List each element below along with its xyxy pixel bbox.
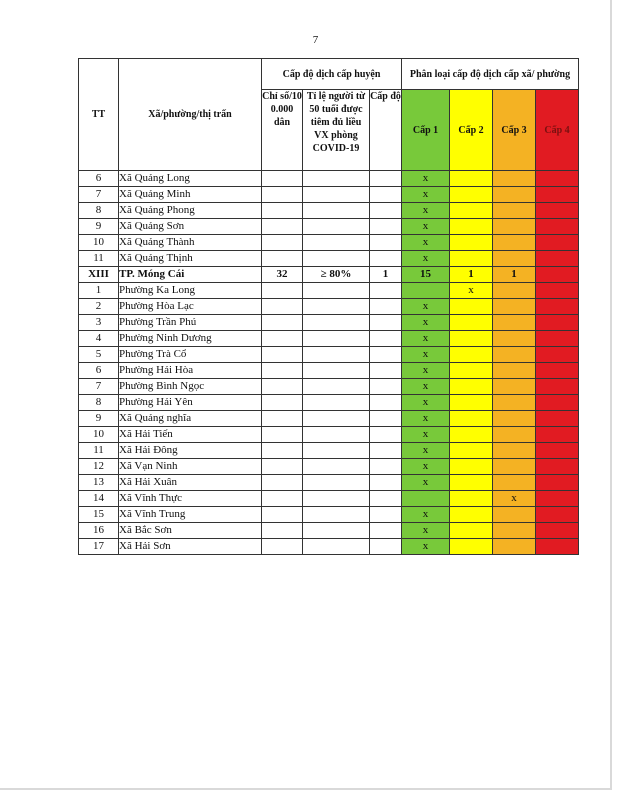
row-level3: [493, 523, 536, 539]
row-tt: 14: [79, 491, 119, 507]
row-level4: [536, 171, 579, 187]
row-level2: [450, 315, 493, 331]
row-level2: [450, 203, 493, 219]
row-tt: 9: [79, 219, 119, 235]
row-index: [262, 379, 303, 395]
row-name: Xã Bắc Sơn: [119, 523, 262, 539]
table-row: [79, 219, 579, 235]
row-tt: 10: [79, 427, 119, 443]
row-tt: 2: [79, 299, 119, 315]
table-body: [79, 171, 579, 555]
row-index: [262, 299, 303, 315]
row-level: [370, 379, 402, 395]
row-level3: [493, 203, 536, 219]
row-level3: [493, 299, 536, 315]
row-level4: [536, 395, 579, 411]
row-name: Phường Hải Hòa: [119, 363, 262, 379]
row-name: Phường Ninh Dương: [119, 331, 262, 347]
row-index: [262, 347, 303, 363]
row-level2: [450, 219, 493, 235]
header-level1: Cấp 1: [402, 90, 450, 171]
row-level4: [536, 507, 579, 523]
row-tt: 15: [79, 507, 119, 523]
row-level1: x: [402, 299, 450, 315]
row-level3: [493, 331, 536, 347]
row-level3: [493, 347, 536, 363]
row-vaccine: [303, 251, 370, 267]
row-level1: 15: [402, 267, 450, 283]
row-tt: 7: [79, 379, 119, 395]
row-name: Phường Hòa Lạc: [119, 299, 262, 315]
row-name: Phường Ka Long: [119, 283, 262, 299]
row-level1: x: [402, 379, 450, 395]
epidemic-level-table: [78, 58, 579, 555]
row-vaccine: [303, 523, 370, 539]
row-tt: 10: [79, 235, 119, 251]
row-level: [370, 443, 402, 459]
row-level2: [450, 331, 493, 347]
row-level4: [536, 267, 579, 283]
row-level4: [536, 347, 579, 363]
row-level4: [536, 235, 579, 251]
table-row: [79, 315, 579, 331]
table-row: [79, 427, 579, 443]
row-level: [370, 251, 402, 267]
row-tt: 4: [79, 331, 119, 347]
row-tt: 13: [79, 475, 119, 491]
row-level2: [450, 187, 493, 203]
row-index: [262, 331, 303, 347]
row-level2: [450, 347, 493, 363]
row-level4: [536, 411, 579, 427]
row-level: [370, 491, 402, 507]
row-level1: x: [402, 459, 450, 475]
row-name: Xã Vĩnh Thực: [119, 491, 262, 507]
row-index: [262, 203, 303, 219]
row-index: [262, 539, 303, 555]
row-level1: [402, 283, 450, 299]
row-level1: x: [402, 235, 450, 251]
row-level1: x: [402, 219, 450, 235]
row-index: [262, 475, 303, 491]
row-index: [262, 395, 303, 411]
row-tt: 6: [79, 171, 119, 187]
row-vaccine: [303, 299, 370, 315]
row-vaccine: [303, 427, 370, 443]
row-index: [262, 315, 303, 331]
table-row: [79, 443, 579, 459]
row-level: [370, 203, 402, 219]
row-vaccine: [303, 235, 370, 251]
table-row: [79, 475, 579, 491]
header-index: Chỉ số/10 0.000 dân: [262, 90, 303, 171]
row-level2: [450, 523, 493, 539]
row-level3: [493, 475, 536, 491]
row-level4: [536, 363, 579, 379]
row-level: [370, 411, 402, 427]
table-row: [79, 411, 579, 427]
row-name: Xã Hải Xuân: [119, 475, 262, 491]
row-level2: [450, 427, 493, 443]
row-level3: [493, 379, 536, 395]
row-index: [262, 459, 303, 475]
row-level3: 1: [493, 267, 536, 283]
row-index: [262, 443, 303, 459]
row-level: [370, 347, 402, 363]
row-vaccine: [303, 411, 370, 427]
row-index: [262, 171, 303, 187]
row-name: Phường Bình Ngọc: [119, 379, 262, 395]
table-row: [79, 539, 579, 555]
row-index: [262, 427, 303, 443]
row-level1: x: [402, 203, 450, 219]
row-level4: [536, 523, 579, 539]
row-level4: [536, 475, 579, 491]
row-level: [370, 219, 402, 235]
row-level2: [450, 235, 493, 251]
row-level: [370, 363, 402, 379]
row-index: [262, 523, 303, 539]
row-name: Xã Quảng Minh: [119, 187, 262, 203]
row-name: Xã Hải Đông: [119, 443, 262, 459]
table-row: [79, 171, 579, 187]
row-tt: 8: [79, 395, 119, 411]
row-vaccine: [303, 347, 370, 363]
table-row: [79, 235, 579, 251]
row-name: Xã Vạn Ninh: [119, 459, 262, 475]
table-row: [79, 459, 579, 475]
row-vaccine: [303, 379, 370, 395]
row-level3: [493, 459, 536, 475]
row-level4: [536, 331, 579, 347]
row-name: Xã Quảng Sơn: [119, 219, 262, 235]
row-level1: x: [402, 395, 450, 411]
row-name: Xã Quảng Thành: [119, 235, 262, 251]
row-level2: [450, 251, 493, 267]
row-level4: [536, 299, 579, 315]
row-level2: [450, 379, 493, 395]
row-level3: x: [493, 491, 536, 507]
row-vaccine: [303, 315, 370, 331]
row-level: [370, 475, 402, 491]
table-row: [79, 347, 579, 363]
row-level: [370, 235, 402, 251]
header-name: Xã/phường/thị trấn: [119, 59, 262, 171]
row-tt: 7: [79, 187, 119, 203]
row-level: [370, 283, 402, 299]
row-level4: [536, 539, 579, 555]
row-level2: [450, 507, 493, 523]
row-vaccine: [303, 491, 370, 507]
row-name: Xã Quảng Phong: [119, 203, 262, 219]
row-level1: x: [402, 187, 450, 203]
row-level4: [536, 203, 579, 219]
row-vaccine: [303, 187, 370, 203]
row-tt: 12: [79, 459, 119, 475]
header-tt: TT: [79, 59, 119, 171]
table-row: [79, 267, 579, 283]
row-level2: [450, 363, 493, 379]
row-level: [370, 331, 402, 347]
row-level: [370, 427, 402, 443]
row-level4: [536, 283, 579, 299]
row-level: [370, 395, 402, 411]
row-level3: [493, 171, 536, 187]
row-name: Xã Quảng Long: [119, 171, 262, 187]
row-level4: [536, 379, 579, 395]
row-tt: 8: [79, 203, 119, 219]
row-level2: [450, 299, 493, 315]
row-name: Phường Trần Phú: [119, 315, 262, 331]
row-level3: [493, 315, 536, 331]
row-level2: [450, 459, 493, 475]
row-vaccine: [303, 539, 370, 555]
row-level3: [493, 235, 536, 251]
row-level3: [493, 411, 536, 427]
row-vaccine: [303, 395, 370, 411]
row-level3: [493, 187, 536, 203]
row-name: Xã Hải Sơn: [119, 539, 262, 555]
row-vaccine: [303, 331, 370, 347]
row-level1: x: [402, 171, 450, 187]
row-level1: x: [402, 347, 450, 363]
row-vaccine: [303, 203, 370, 219]
row-vaccine: ≥ 80%: [303, 267, 370, 283]
row-name: Xã Quảng Thịnh: [119, 251, 262, 267]
row-tt: XIII: [79, 267, 119, 283]
row-name: Xã Quảng nghĩa: [119, 411, 262, 427]
row-index: [262, 507, 303, 523]
row-level2: [450, 475, 493, 491]
table-row: [79, 379, 579, 395]
row-level2: [450, 171, 493, 187]
row-level4: [536, 491, 579, 507]
page-number: 7: [312, 34, 319, 46]
row-vaccine: [303, 459, 370, 475]
header-level3: Cấp 3: [493, 90, 536, 171]
row-level: [370, 187, 402, 203]
row-level4: [536, 219, 579, 235]
table-row: [79, 523, 579, 539]
header-commune-group: Phân loại cấp độ dịch cấp xã/ phường: [402, 59, 579, 90]
row-tt: 9: [79, 411, 119, 427]
row-index: [262, 187, 303, 203]
row-tt: 1: [79, 283, 119, 299]
table-row: [79, 203, 579, 219]
header-level: Cấp độ: [370, 90, 402, 171]
row-level1: x: [402, 331, 450, 347]
row-name: Xã Hải Tiến: [119, 427, 262, 443]
row-tt: 11: [79, 251, 119, 267]
row-index: [262, 411, 303, 427]
row-level1: x: [402, 443, 450, 459]
row-vaccine: [303, 475, 370, 491]
row-index: [262, 283, 303, 299]
table-row: [79, 251, 579, 267]
row-level4: [536, 427, 579, 443]
header-vaccine: Tỉ lệ người từ 50 tuổi được tiêm đủ liều VX phòng COVID-19: [303, 90, 370, 171]
row-level: [370, 459, 402, 475]
row-index: [262, 251, 303, 267]
row-level2: 1: [450, 267, 493, 283]
row-level1: [402, 491, 450, 507]
row-index: [262, 219, 303, 235]
row-level: [370, 315, 402, 331]
header-level2: Cấp 2: [450, 90, 493, 171]
row-level1: x: [402, 315, 450, 331]
row-tt: 17: [79, 539, 119, 555]
row-level3: [493, 283, 536, 299]
table-row: [79, 331, 579, 347]
row-level1: x: [402, 523, 450, 539]
row-level1: x: [402, 507, 450, 523]
row-vaccine: [303, 363, 370, 379]
row-level3: [493, 427, 536, 443]
row-index: [262, 363, 303, 379]
row-tt: 5: [79, 347, 119, 363]
row-level: [370, 299, 402, 315]
row-tt: 11: [79, 443, 119, 459]
header-district-group: Cấp độ dịch cấp huyện: [262, 59, 402, 90]
row-vaccine: [303, 507, 370, 523]
row-level2: [450, 443, 493, 459]
row-level3: [493, 219, 536, 235]
row-name: Phường Trà Cổ: [119, 347, 262, 363]
row-level4: [536, 459, 579, 475]
row-level3: [493, 539, 536, 555]
row-level2: x: [450, 283, 493, 299]
row-level2: [450, 491, 493, 507]
row-vaccine: [303, 219, 370, 235]
table-row: [79, 507, 579, 523]
row-level4: [536, 187, 579, 203]
table-row: [79, 363, 579, 379]
table-row: [79, 187, 579, 203]
row-level: [370, 539, 402, 555]
row-level3: [493, 251, 536, 267]
row-level4: [536, 315, 579, 331]
row-index: [262, 491, 303, 507]
row-level: 1: [370, 267, 402, 283]
row-index: 32: [262, 267, 303, 283]
row-level1: x: [402, 475, 450, 491]
row-vaccine: [303, 443, 370, 459]
row-level3: [493, 507, 536, 523]
row-level4: [536, 443, 579, 459]
row-name: TP. Móng Cái: [119, 267, 262, 283]
table-row: [79, 283, 579, 299]
row-vaccine: [303, 283, 370, 299]
row-level2: [450, 539, 493, 555]
header-level4: Cấp 4: [536, 90, 579, 171]
row-level3: [493, 395, 536, 411]
row-level: [370, 507, 402, 523]
row-level3: [493, 443, 536, 459]
row-level4: [536, 251, 579, 267]
row-level3: [493, 363, 536, 379]
row-tt: 3: [79, 315, 119, 331]
row-level2: [450, 411, 493, 427]
row-level: [370, 171, 402, 187]
row-level1: x: [402, 539, 450, 555]
row-level1: x: [402, 427, 450, 443]
row-level2: [450, 395, 493, 411]
table-row: [79, 395, 579, 411]
row-name: Xã Vĩnh Trung: [119, 507, 262, 523]
row-level1: x: [402, 251, 450, 267]
table-row: [79, 299, 579, 315]
row-tt: 6: [79, 363, 119, 379]
row-tt: 16: [79, 523, 119, 539]
table-row: [79, 491, 579, 507]
row-index: [262, 235, 303, 251]
row-vaccine: [303, 171, 370, 187]
row-name: Phường Hải Yên: [119, 395, 262, 411]
row-level1: x: [402, 363, 450, 379]
row-level1: x: [402, 411, 450, 427]
row-level: [370, 523, 402, 539]
